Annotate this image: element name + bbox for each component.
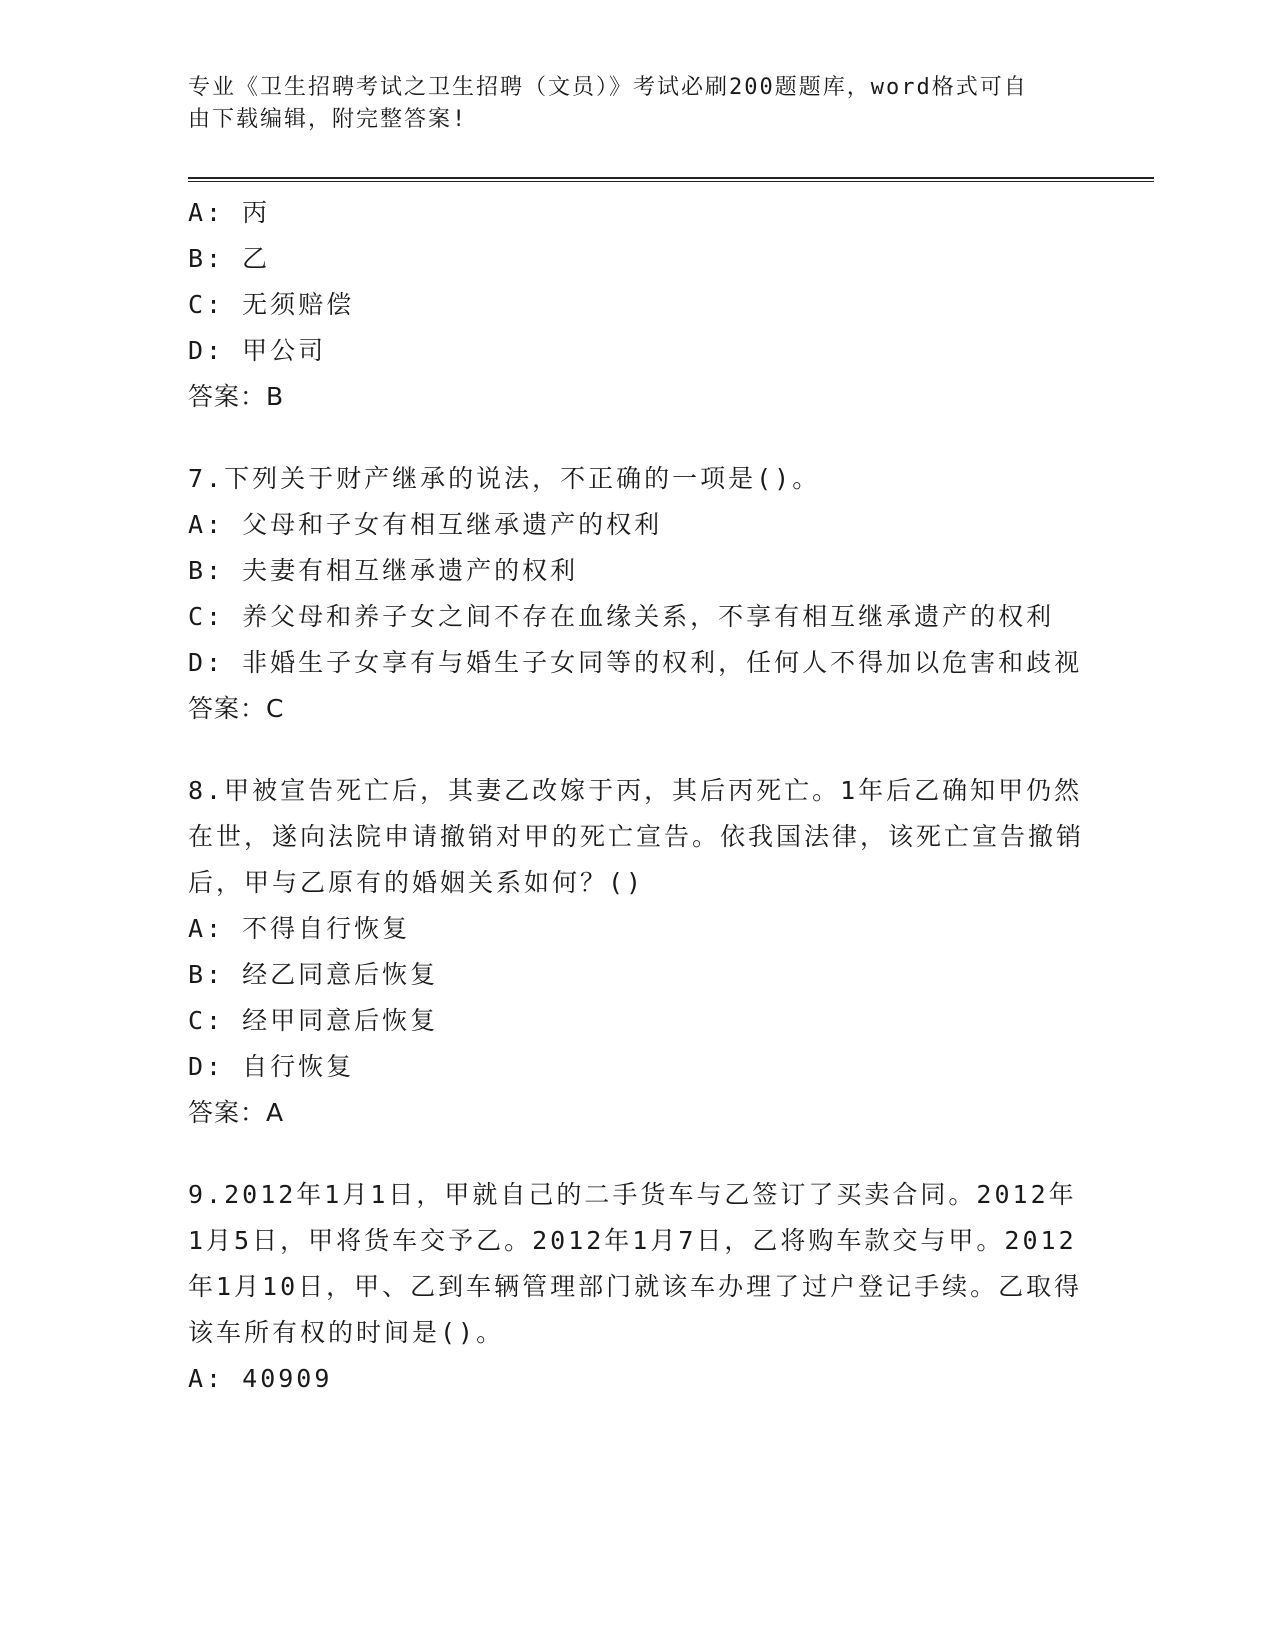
option-b: B: 夫妻有相互继承遗产的权利 bbox=[188, 556, 579, 585]
answer: 答案：B bbox=[188, 382, 285, 411]
option-a: A: 40909 bbox=[188, 1364, 333, 1393]
header-line-2: 由下载编辑，附完整答案! bbox=[188, 107, 468, 132]
question-6 bbox=[188, 190, 1088, 420]
question-stem: 8.甲被宣告死亡后，其妻乙改嫁于丙，其后丙死亡。1年后乙确知甲仍然在世，遂向法院申请撤销对甲的死亡宣告。依我国法律，该死亡宣告撤销后，甲与乙原有的婚姻关系如何？() bbox=[188, 776, 1085, 897]
option-c: C: 经甲同意后恢复 bbox=[188, 1006, 439, 1035]
question-stem: 9.2012年1月1日，甲就自己的二手货车与乙签订了买卖合同。2012年1月5日，甲将货车交予乙。2012年1月7日，乙将购车款交与甲。2012年1月10日，甲、乙到车辆管理部门就该车办理了过户登记手续。乙取得该车所有权的时间是()。 bbox=[188, 1180, 1083, 1347]
question-list bbox=[188, 190, 1088, 1402]
header-line-1: 专业《卫生招聘考试之卫生招聘（文员）》考试必刷200题题库，word格式可自 bbox=[188, 75, 1028, 100]
question-8 bbox=[188, 768, 1088, 1136]
option-d: D: 自行恢复 bbox=[188, 1052, 355, 1081]
question-7 bbox=[188, 456, 1088, 732]
option-a: A: 丙 bbox=[188, 198, 271, 227]
header-divider bbox=[188, 177, 1154, 182]
answer: 答案：A bbox=[188, 1098, 285, 1127]
document-header bbox=[188, 72, 1068, 136]
option-d: D: 甲公司 bbox=[188, 336, 327, 365]
option-c: C: 无须赔偿 bbox=[188, 290, 355, 319]
option-a: A: 不得自行恢复 bbox=[188, 914, 411, 943]
question-stem: 7.下列关于财产继承的说法，不正确的一项是()。 bbox=[188, 464, 821, 493]
option-b: B: 经乙同意后恢复 bbox=[188, 960, 439, 989]
option-c: C: 养父母和养子女之间不存在血缘关系，不享有相互继承遗产的权利 bbox=[188, 602, 1055, 631]
option-b: B: 乙 bbox=[188, 244, 271, 273]
option-d: D: 非婚生子女享有与婚生子女同等的权利，任何人不得加以危害和歧视 bbox=[188, 648, 1083, 677]
question-9 bbox=[188, 1172, 1088, 1402]
answer: 答案：C bbox=[188, 694, 285, 723]
option-a: A: 父母和子女有相互继承遗产的权利 bbox=[188, 510, 663, 539]
